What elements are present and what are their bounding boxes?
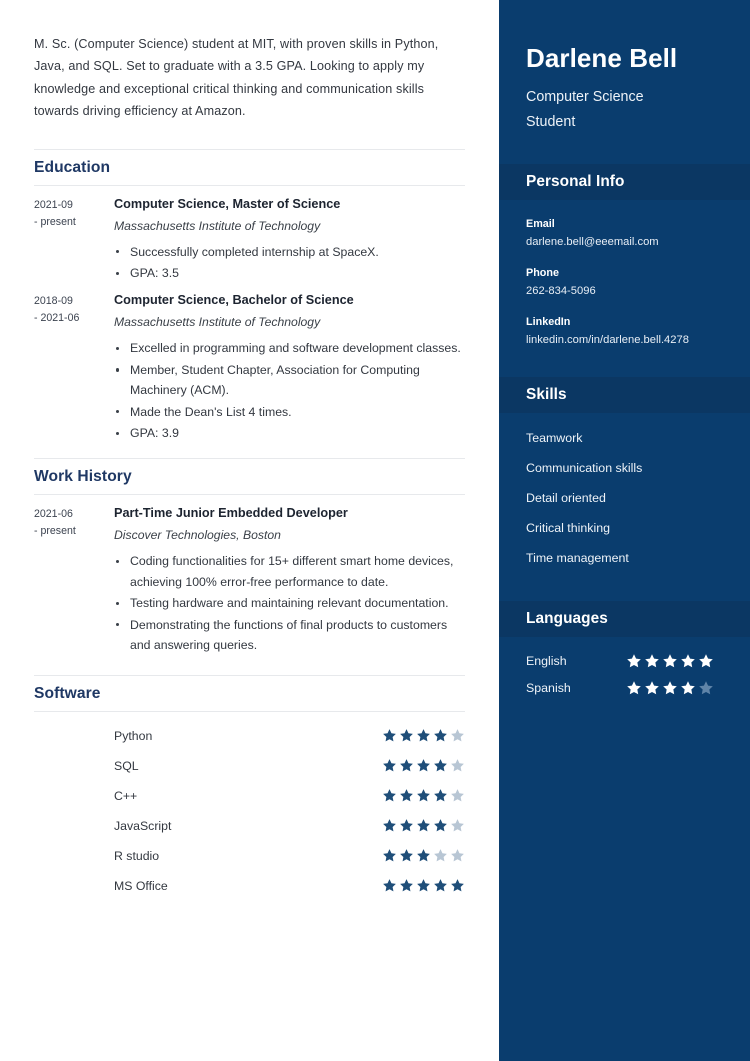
software-star-2	[399, 758, 414, 773]
software-stars	[382, 758, 465, 773]
section-title-education: Education	[34, 158, 111, 176]
entry-bullets	[114, 551, 465, 655]
candidate-role-line1: Computer Science	[526, 89, 644, 105]
language-stars	[626, 680, 714, 696]
entry-dates	[34, 291, 114, 444]
entry-bullet: Testing hardware and maintaining relevant documentation.	[114, 593, 465, 613]
software-star-4	[433, 758, 448, 773]
software-star-4	[433, 728, 448, 743]
contact-field	[499, 265, 750, 299]
software-star-2	[399, 788, 414, 803]
language-label: Spanish	[526, 681, 571, 695]
software-star-5	[450, 788, 465, 803]
software-star-3	[416, 728, 431, 743]
language-label: English	[526, 654, 567, 668]
contact-label: Phone	[526, 267, 559, 279]
language-star-1	[626, 653, 642, 669]
language-star-1	[626, 680, 642, 696]
entry	[34, 195, 465, 285]
software-star-3	[416, 758, 431, 773]
software-star-1	[382, 728, 397, 743]
language-row	[499, 680, 750, 696]
software-rating-row	[34, 751, 465, 781]
language-stars	[626, 653, 714, 669]
software-star-3	[416, 878, 431, 893]
entry-bullets	[114, 338, 465, 443]
software-star-2	[399, 848, 414, 863]
software-star-1	[382, 758, 397, 773]
contact-value: linkedin.com/in/darlene.bell.4278	[526, 334, 689, 346]
contact-value: darlene.bell@eeemail.com	[526, 236, 659, 248]
software-stars	[382, 788, 465, 803]
education-entries	[34, 195, 465, 445]
software-stars	[382, 878, 465, 893]
candidate-role-line2: Student	[526, 114, 576, 130]
software-rating-row	[34, 811, 465, 841]
entry-bullet: GPA: 3.5	[114, 263, 465, 283]
software-star-3	[416, 848, 431, 863]
language-star-5	[698, 653, 714, 669]
entry-date-end: - present	[34, 525, 76, 538]
sidebar-title-languages: Languages	[526, 610, 608, 627]
software-label: SQL	[114, 758, 139, 773]
software-label: Python	[114, 728, 153, 743]
section-title-software: Software	[34, 684, 101, 702]
software-star-5	[450, 848, 465, 863]
entry-body	[114, 504, 465, 656]
sidebar-title-personal-info: Personal Info	[526, 173, 625, 190]
entry-date-end: - 2021-06	[34, 312, 80, 325]
software-rating-row	[34, 841, 465, 871]
section-header-work-history	[34, 458, 465, 495]
entry	[34, 504, 465, 656]
skill-item: Critical thinking	[526, 521, 611, 535]
software-star-4	[433, 818, 448, 833]
contact-label: LinkedIn	[526, 316, 571, 328]
software-star-5	[450, 728, 465, 743]
entry-dates	[34, 195, 114, 285]
entry-bullet: Excelled in programming and software development classes.	[114, 338, 465, 358]
entry-body	[114, 195, 465, 285]
entry-bullet: Successfully completed internship at SpaceX.	[114, 242, 465, 262]
entry-bullet: Coding functionalities for 15+ different smart home devices, achieving 100% error-free performance to date.	[114, 551, 465, 592]
language-star-4	[680, 680, 696, 696]
section-education	[34, 149, 465, 445]
software-rating-row	[34, 871, 465, 901]
entry-bullets	[114, 242, 465, 284]
entry-date-end: - present	[34, 215, 76, 228]
section-work-history	[34, 458, 465, 656]
software-star-1	[382, 788, 397, 803]
candidate-name: Darlene Bell	[526, 43, 678, 73]
professional-summary: M. Sc. (Computer Science) student at MIT, with proven skills in Python, Java, and SQL. Set to graduate with a 3.5 GPA. Looking to apply my knowledge and exceptional critical thinking and communication skills towards driving efficiency at Amazon.	[34, 37, 439, 119]
software-stars	[382, 848, 465, 863]
language-star-3	[662, 653, 678, 669]
software-star-1	[382, 818, 397, 833]
software-rating-row	[34, 721, 465, 751]
software-rating-list	[34, 721, 465, 901]
software-stars	[382, 818, 465, 833]
software-star-5	[450, 758, 465, 773]
entry-dates	[34, 504, 114, 656]
sidebar-header-personal-info	[499, 164, 750, 200]
contact-field	[499, 216, 750, 250]
language-row	[499, 653, 750, 669]
language-star-3	[662, 680, 678, 696]
entry-body	[114, 291, 465, 444]
software-rating-row	[34, 781, 465, 811]
software-label: C++	[114, 788, 138, 803]
entry-subtitle: Discover Technologies, Boston	[114, 528, 281, 543]
software-star-3	[416, 788, 431, 803]
software-stars	[382, 728, 465, 743]
skills-list	[499, 429, 750, 568]
contact-field	[499, 314, 750, 348]
language-star-2	[644, 653, 660, 669]
entry-subtitle: Massachusetts Institute of Technology	[114, 218, 321, 233]
language-star-2	[644, 680, 660, 696]
entry-title: Computer Science, Master of Science	[114, 196, 341, 211]
section-header-software	[34, 675, 465, 712]
entry-date-start: 2018-09	[34, 295, 73, 308]
language-star-5	[698, 680, 714, 696]
software-label: MS Office	[114, 878, 168, 893]
entry-subtitle: Massachusetts Institute of Technology	[114, 315, 321, 330]
entry-date-start: 2021-09	[34, 198, 73, 211]
sidebar-header-languages	[499, 601, 750, 637]
software-star-4	[433, 788, 448, 803]
entry-title: Part-Time Junior Embedded Developer	[114, 506, 348, 521]
section-header-education	[34, 149, 465, 186]
software-star-1	[382, 878, 397, 893]
software-star-1	[382, 848, 397, 863]
entry-date-start: 2021-06	[34, 508, 73, 521]
languages-list	[499, 653, 750, 696]
software-star-2	[399, 818, 414, 833]
sidebar	[499, 0, 750, 1061]
entry	[34, 291, 465, 444]
section-software	[34, 675, 465, 901]
personal-info-list	[499, 216, 750, 348]
software-star-3	[416, 818, 431, 833]
work-history-entries	[34, 504, 465, 656]
software-star-5	[450, 878, 465, 893]
skill-item: Time management	[526, 551, 629, 565]
section-title-work-history: Work History	[34, 468, 132, 486]
software-label: JavaScript	[114, 818, 172, 833]
software-star-2	[399, 728, 414, 743]
skill-item: Communication skills	[526, 461, 643, 475]
sidebar-header-skills	[499, 377, 750, 413]
skill-item: Detail oriented	[526, 491, 606, 505]
sidebar-title-skills: Skills	[526, 386, 567, 403]
entry-bullet: Member, Student Chapter, Association for Computing Machinery (ACM).	[114, 360, 465, 401]
software-label: R studio	[114, 848, 160, 863]
language-star-4	[680, 653, 696, 669]
software-star-4	[433, 848, 448, 863]
sidebar-identity	[499, 42, 750, 135]
software-star-4	[433, 878, 448, 893]
contact-value: 262-834-5096	[526, 285, 596, 297]
entry-bullet: Made the Dean's List 4 times.	[114, 402, 465, 422]
software-star-5	[450, 818, 465, 833]
software-star-2	[399, 878, 414, 893]
skill-item: Teamwork	[526, 431, 583, 445]
contact-label: Email	[526, 218, 555, 230]
entry-bullet: GPA: 3.9	[114, 423, 465, 443]
entry-bullet: Demonstrating the functions of final products to customers and answering queries.	[114, 615, 465, 656]
entry-title: Computer Science, Bachelor of Science	[114, 293, 354, 308]
